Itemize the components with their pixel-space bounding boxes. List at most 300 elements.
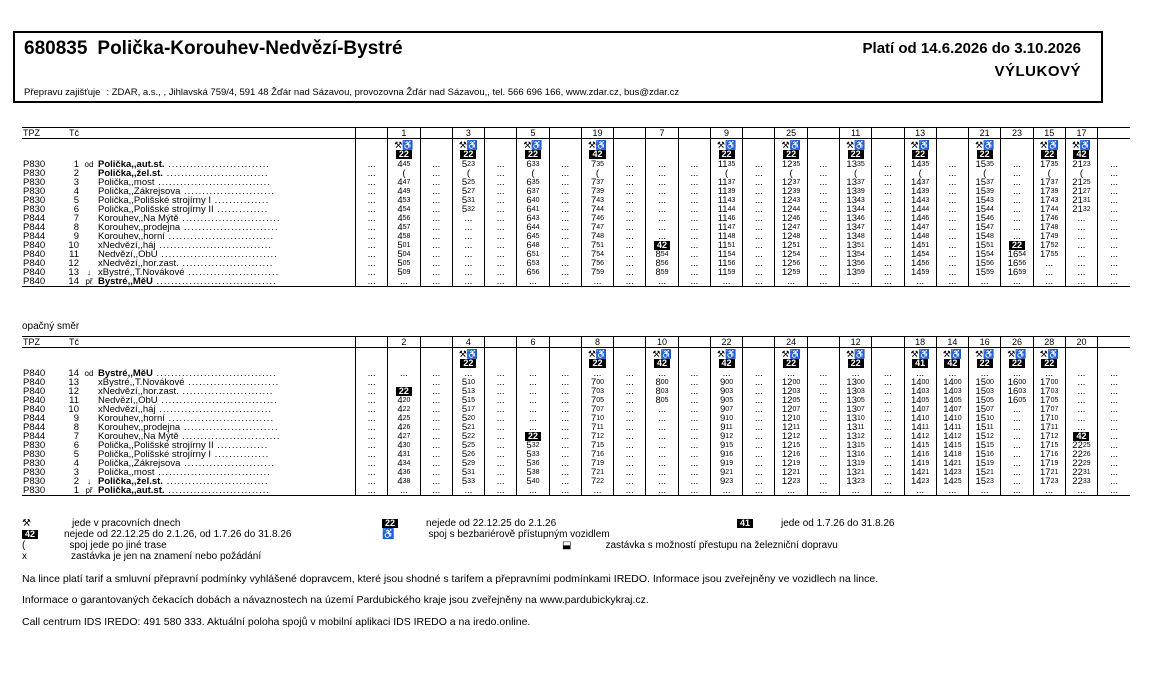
departure-time: ... bbox=[1001, 441, 1033, 450]
departure-time bbox=[1065, 432, 1097, 441]
tpz-code: P840 bbox=[23, 378, 46, 387]
legend-wheelchair: ♿ spoj s bezbariérově přístupným vozidlem bbox=[382, 529, 610, 540]
departure-time: $13^{00}$ bbox=[839, 378, 871, 387]
departure-time: ... bbox=[1033, 369, 1065, 378]
departure-time: $14^{21}$ bbox=[904, 468, 936, 477]
departure-time: $5^{21}$ bbox=[452, 423, 484, 432]
departure-time: ... bbox=[710, 486, 742, 496]
departure-time: ... bbox=[549, 205, 581, 214]
departure-time: ... bbox=[356, 486, 388, 496]
departure-time: ... bbox=[1065, 214, 1097, 223]
departure-time: $12^{43}$ bbox=[775, 196, 807, 205]
departure-time: ... bbox=[1001, 223, 1033, 232]
departure-time: $7^{16}$ bbox=[581, 450, 613, 459]
departure-time: ... bbox=[356, 214, 388, 223]
departure-time: ... bbox=[936, 241, 968, 250]
departure-time: $13^{56}$ bbox=[839, 259, 871, 268]
departure-time: ... bbox=[678, 477, 710, 486]
trip-number bbox=[485, 337, 517, 348]
stop-row: P840 14 od Bystré,,MěÚ ................................. ... ... ... ... ... ... ... ... ... ... ... ... ... ... ... ... ... ... ... ... ... ... ... ... bbox=[22, 369, 1130, 378]
departure-time: ... bbox=[614, 459, 646, 468]
departure-time: $12^{21}$ bbox=[775, 468, 807, 477]
departure-time: ... bbox=[549, 423, 581, 432]
departure-time: ... bbox=[1098, 387, 1130, 396]
departure-time: ... bbox=[549, 277, 581, 287]
trip-number bbox=[678, 337, 710, 348]
departure-time: ... bbox=[646, 450, 678, 459]
departure-time: ... bbox=[646, 432, 678, 441]
workdays-wheelchair-icon: ⚒♿ bbox=[458, 140, 479, 150]
departure-time: $6^{53}$ bbox=[517, 259, 549, 268]
stop-name: Korouhev,,Na Mýtě ........................... bbox=[98, 432, 281, 441]
departure-time: ... bbox=[807, 241, 839, 250]
departure-time: $14^{48}$ bbox=[904, 232, 936, 241]
departure-time: $12^{23}$ bbox=[775, 477, 807, 486]
tpz-code: P840 bbox=[23, 387, 46, 396]
stop-name: xNedvězí,,hor.zast. ......................... bbox=[98, 387, 274, 396]
departure-time: ... bbox=[710, 369, 742, 378]
departure-time: ... bbox=[807, 387, 839, 396]
departure-time: ... bbox=[485, 378, 517, 387]
departure-time: ... bbox=[743, 232, 775, 241]
departure-time: ... bbox=[452, 223, 484, 232]
departure-time: ... bbox=[807, 223, 839, 232]
departure-time: $5^{23}$ bbox=[452, 160, 484, 169]
departure-time: ... bbox=[517, 378, 549, 387]
departure-time: ... bbox=[936, 232, 968, 241]
restriction-badge: 22 bbox=[783, 359, 799, 368]
train-transfer-icon: ⬓ bbox=[562, 540, 572, 551]
departure-time: $5^{10}$ bbox=[452, 378, 484, 387]
badge-41: 41 bbox=[737, 519, 753, 528]
trip-number: 6 bbox=[517, 337, 549, 348]
departure-time: ... bbox=[936, 169, 968, 178]
departure-time: ... bbox=[872, 387, 904, 396]
departure-time: ... bbox=[646, 441, 678, 450]
departure-time: $13^{21}$ bbox=[839, 468, 871, 477]
departure-time: $17^{44}$ bbox=[1033, 205, 1065, 214]
departure-time: $15^{39}$ bbox=[969, 187, 1001, 196]
departure-time: ... bbox=[485, 223, 517, 232]
departure-time: $14^{11}$ bbox=[904, 423, 936, 432]
departure-time: ... bbox=[1001, 477, 1033, 486]
departure-time: $5^{13}$ bbox=[452, 387, 484, 396]
departure-time: $15^{23}$ bbox=[969, 477, 1001, 486]
restriction-badge: 22 bbox=[977, 150, 993, 159]
departure-time: ... bbox=[1065, 396, 1097, 405]
departure-time: ... bbox=[1098, 169, 1130, 178]
carrier-details: : ZDAR, a.s., , Jihlavská 759/4, 591 48 Žďár nad Sázavou, provozovna Žďár nad Sázavou,, tel. 566 696 166, www.zdar.cz, bus@zdar.cz bbox=[106, 87, 680, 98]
departure-time: $14^{39}$ bbox=[904, 187, 936, 196]
departure-time: ... bbox=[420, 468, 452, 477]
departure-time: $21^{25}$ bbox=[1065, 178, 1097, 187]
workdays-wheelchair-icon: ⚒♿ bbox=[845, 140, 866, 150]
departure-time: $4^{20}$ bbox=[388, 396, 420, 405]
departure-time: ... bbox=[872, 187, 904, 196]
departure-time: ... bbox=[743, 414, 775, 423]
departure-time: $6^{33}$ bbox=[517, 160, 549, 169]
departure-time: ... bbox=[743, 441, 775, 450]
restriction-badge: 22 bbox=[525, 150, 541, 159]
stop-name: xNedvězí,,háj ............................... bbox=[98, 241, 273, 250]
workdays-wheelchair-icon: ⚒♿ bbox=[845, 349, 866, 359]
departure-time: ... bbox=[1001, 160, 1033, 169]
tpz-code: P830 bbox=[23, 468, 46, 477]
departure-time: ... bbox=[420, 214, 452, 223]
trip-number bbox=[356, 128, 388, 139]
departure-time: $11^{48}$ bbox=[710, 232, 742, 241]
restriction-badge: 42 bbox=[1073, 150, 1089, 159]
departure-time: $5^{32}$ bbox=[452, 205, 484, 214]
departure-time: ... bbox=[420, 486, 452, 496]
departure-time: ... bbox=[936, 223, 968, 232]
stop-number: 12 bbox=[68, 259, 79, 268]
stop-row bbox=[22, 414, 1130, 423]
departure-time: $6^{35}$ bbox=[517, 178, 549, 187]
opposite-direction-label: opačný směr bbox=[22, 321, 80, 332]
validity-period: Platí od 14.6.2026 do 3.10.2026 bbox=[862, 40, 1081, 57]
departure-time: ... bbox=[743, 387, 775, 396]
departure-time: $5^{15}$ bbox=[452, 396, 484, 405]
departure-time: $14^{44}$ bbox=[904, 205, 936, 214]
departure-time: $7^{07}$ bbox=[581, 405, 613, 414]
departure-time: ( bbox=[839, 169, 871, 178]
stop-name: Korouhev,,horní ............................. bbox=[98, 232, 275, 241]
departure-time: $12^{05}$ bbox=[775, 396, 807, 405]
departure-time: ... bbox=[485, 450, 517, 459]
departure-time: ... bbox=[743, 477, 775, 486]
departure-time: $17^{10}$ bbox=[1033, 414, 1065, 423]
departure-time: ... bbox=[388, 277, 420, 287]
departure-time: ... bbox=[1033, 268, 1065, 277]
departure-time: $14^{54}$ bbox=[904, 250, 936, 259]
stop-number: 4 bbox=[73, 187, 79, 196]
departure-time: ... bbox=[646, 369, 678, 378]
departure-time: ... bbox=[646, 160, 678, 169]
departure-time: ... bbox=[614, 441, 646, 450]
departure-time: $4^{56}$ bbox=[388, 214, 420, 223]
trip-number: 19 bbox=[581, 128, 613, 139]
restriction-badge: 22 bbox=[783, 150, 799, 159]
departure-time: ... bbox=[452, 486, 484, 496]
stop-name: xNedvězí,,hor.zast. ......................... bbox=[98, 259, 274, 268]
departure-time: ... bbox=[614, 387, 646, 396]
tc-header: Tč bbox=[62, 337, 81, 348]
departure-time: $17^{07}$ bbox=[1033, 405, 1065, 414]
trip-number: 1 bbox=[388, 128, 420, 139]
departure-time: ... bbox=[549, 214, 581, 223]
departure-time: $6^{37}$ bbox=[517, 187, 549, 196]
departure-time: ... bbox=[1098, 378, 1130, 387]
departure-time: ... bbox=[807, 396, 839, 405]
stop-number: 14 bbox=[62, 277, 81, 287]
departure-time: $7^{59}$ bbox=[581, 268, 613, 277]
departure-time: ... bbox=[356, 441, 388, 450]
departure-time: ... bbox=[743, 468, 775, 477]
departure-time: $5^{29}$ bbox=[452, 459, 484, 468]
stop-number: 10 bbox=[68, 405, 79, 414]
departure-time bbox=[388, 378, 420, 387]
departure-time: $13^{54}$ bbox=[839, 250, 871, 259]
departure-time: $7^{37}$ bbox=[581, 178, 613, 187]
departure-time: ... bbox=[485, 468, 517, 477]
departure-time: ... bbox=[1001, 169, 1033, 178]
departure-time: ... bbox=[678, 187, 710, 196]
stop-name: Bystré,,MěÚ ................................. bbox=[98, 369, 277, 378]
departure-time: $16^{05}$ bbox=[1001, 396, 1033, 405]
restriction-badge: 22 bbox=[1041, 359, 1057, 368]
stop-row bbox=[22, 250, 1130, 259]
departure-time: ... bbox=[356, 432, 388, 441]
departure-time: $13^{12}$ bbox=[839, 432, 871, 441]
departure-time: ... bbox=[356, 205, 388, 214]
departure-time: ... bbox=[614, 378, 646, 387]
departure-time: $12^{51}$ bbox=[775, 241, 807, 250]
departure-time: $7^{51}$ bbox=[581, 241, 613, 250]
workdays-wheelchair-icon: ⚒♿ bbox=[716, 349, 737, 359]
tpz-code: P830 bbox=[23, 477, 46, 486]
workdays-wheelchair-icon: ⚒♿ bbox=[652, 349, 672, 359]
departure-time: $8^{54}$ bbox=[646, 250, 678, 259]
departure-time: $6^{44}$ bbox=[517, 223, 549, 232]
departure-time: $13^{16}$ bbox=[839, 450, 871, 459]
departure-time: ... bbox=[485, 459, 517, 468]
tpz-code: P830 bbox=[23, 459, 46, 468]
departure-time: $15^{43}$ bbox=[969, 196, 1001, 205]
departure-time: ... bbox=[517, 423, 549, 432]
stop-row bbox=[22, 432, 1130, 441]
departure-time: ... bbox=[614, 178, 646, 187]
workdays-wheelchair-icon: ⚒♿ bbox=[523, 140, 543, 150]
departure-time: $5^{04}$ bbox=[388, 250, 420, 259]
trip-number: 12 bbox=[839, 337, 871, 348]
departure-time: $15^{44}$ bbox=[969, 205, 1001, 214]
departure-time: ... bbox=[356, 396, 388, 405]
departure-time: $16^{56}$ bbox=[1001, 259, 1033, 268]
departure-time: $12^{16}$ bbox=[775, 450, 807, 459]
departure-time: ... bbox=[872, 486, 904, 496]
departure-time: ... bbox=[1001, 232, 1033, 241]
departure-time: ... bbox=[356, 405, 388, 414]
departure-time: ... bbox=[678, 468, 710, 477]
departure-time: ... bbox=[1065, 369, 1097, 378]
trip-number: 2 bbox=[388, 337, 420, 348]
departure-time: ... bbox=[1098, 232, 1130, 241]
departure-time: ... bbox=[549, 187, 581, 196]
departure-time: $9^{00}$ bbox=[710, 378, 742, 387]
departure-time: $9^{15}$ bbox=[710, 441, 742, 450]
departure-time: ... bbox=[356, 187, 388, 196]
trip-number bbox=[356, 337, 388, 348]
departure-time: ... bbox=[549, 486, 581, 496]
departure-time: $11^{46}$ bbox=[710, 214, 742, 223]
departure-time: ... bbox=[356, 241, 388, 250]
departure-time: ... bbox=[743, 259, 775, 268]
stop-name: xBystré,,T.Novákové ......................... bbox=[98, 378, 280, 387]
legend-42: 42 nejede od 22.12.25 do 2.1.26, od 1.7.26 do 31.8.26 bbox=[22, 529, 291, 540]
departure-time: ... bbox=[1001, 214, 1033, 223]
trip-number: 23 bbox=[1001, 128, 1033, 139]
stop-name: Polička,,most ............................... bbox=[98, 178, 271, 187]
departure-time: ... bbox=[614, 196, 646, 205]
departure-time: ... bbox=[646, 459, 678, 468]
departure-time: ... bbox=[420, 232, 452, 241]
departure-time: ... bbox=[646, 178, 678, 187]
departure-time: ... bbox=[936, 268, 968, 277]
departure-time: ... bbox=[1001, 277, 1033, 287]
departure-time: ... bbox=[549, 369, 581, 378]
departure-time: ... bbox=[678, 459, 710, 468]
departure-time: ... bbox=[678, 160, 710, 169]
departure-time: ... bbox=[807, 459, 839, 468]
restriction-badge: 22 bbox=[912, 150, 928, 159]
stop-number: 5 bbox=[73, 450, 79, 459]
departure-time: $15^{54}$ bbox=[969, 250, 1001, 259]
departure-time: ... bbox=[420, 450, 452, 459]
departure-time: ... bbox=[646, 214, 678, 223]
stop-row bbox=[22, 468, 1130, 477]
departure-time: $5^{22}$ bbox=[452, 432, 484, 441]
departure-time: $13^{11}$ bbox=[839, 423, 871, 432]
trip-number: 16 bbox=[969, 337, 1001, 348]
departure-time: $12^{03}$ bbox=[775, 387, 807, 396]
departure-time: ... bbox=[936, 196, 968, 205]
departure-time: ... bbox=[581, 277, 613, 287]
note-waiting-times: Informace o garantovaných čekacích dobách a návaznostech na území Pardubického kraje jsou zveřejněny na www.pardubickykraj.cz. bbox=[22, 594, 649, 606]
departure-time: ... bbox=[807, 423, 839, 432]
departure-time: $14^{15}$ bbox=[936, 441, 968, 450]
departure-time: $7^{11}$ bbox=[581, 423, 613, 432]
restriction-badge: 22 bbox=[525, 432, 541, 441]
departure-time: $15^{37}$ bbox=[969, 178, 1001, 187]
departure-time: $11^{56}$ bbox=[710, 259, 742, 268]
tpz-code: P844 bbox=[23, 232, 46, 241]
departure-time: $12^{46}$ bbox=[775, 214, 807, 223]
departure-time: ... bbox=[839, 486, 871, 496]
departure-time: ... bbox=[936, 250, 968, 259]
departure-time: $9^{11}$ bbox=[710, 423, 742, 432]
departure-time: $14^{37}$ bbox=[904, 178, 936, 187]
departure-time: ... bbox=[969, 486, 1001, 496]
trip-number bbox=[1098, 337, 1130, 348]
departure-time: ... bbox=[452, 232, 484, 241]
departure-time: $4^{53}$ bbox=[388, 196, 420, 205]
departure-time: ... bbox=[485, 432, 517, 441]
trip-number bbox=[485, 128, 517, 139]
departure-time: $15^{15}$ bbox=[969, 441, 1001, 450]
departure-time: ... bbox=[420, 187, 452, 196]
stop-row bbox=[22, 459, 1130, 468]
stop-number: 9 bbox=[73, 232, 79, 241]
stop-row bbox=[22, 241, 1130, 250]
stop-row bbox=[22, 196, 1130, 205]
workdays-wheelchair-icon: ⚒♿ bbox=[716, 140, 737, 150]
workdays-wheelchair-icon: ⚒♿ bbox=[587, 140, 608, 150]
stop-name: Polička,,Polišské strojírny II .............. bbox=[98, 205, 269, 214]
departure-time: $13^{46}$ bbox=[839, 214, 871, 223]
departure-time: $13^{15}$ bbox=[839, 441, 871, 450]
departure-time: ... bbox=[420, 223, 452, 232]
departure-time: $6^{43}$ bbox=[517, 214, 549, 223]
stop-number: 8 bbox=[73, 423, 79, 432]
departure-time: ... bbox=[420, 369, 452, 378]
stop-number: 5 bbox=[73, 196, 79, 205]
departure-time: ... bbox=[646, 187, 678, 196]
departure-time: ... bbox=[420, 169, 452, 178]
departure-time: $15^{35}$ bbox=[969, 160, 1001, 169]
workdays-wheelchair-icon: ⚒♿ bbox=[975, 140, 995, 150]
departure-time: ... bbox=[1001, 187, 1033, 196]
departure-time: $15^{46}$ bbox=[969, 214, 1001, 223]
departure-time: ( bbox=[710, 169, 742, 178]
departure-time: $21^{23}$ bbox=[1065, 160, 1097, 169]
departure-time: $21^{31}$ bbox=[1065, 196, 1097, 205]
restriction-badge: 22 bbox=[1009, 241, 1025, 250]
departure-time: $14^{19}$ bbox=[904, 459, 936, 468]
departure-time: ... bbox=[678, 232, 710, 241]
trip-number: 15 bbox=[1033, 128, 1065, 139]
departure-time: ... bbox=[356, 387, 388, 396]
departure-time: ... bbox=[678, 387, 710, 396]
departure-time: ... bbox=[872, 468, 904, 477]
departure-time: ... bbox=[356, 178, 388, 187]
departure-time: ... bbox=[452, 241, 484, 250]
departure-time: ... bbox=[872, 432, 904, 441]
departure-time: $15^{51}$ bbox=[969, 241, 1001, 250]
departure-time: $7^{46}$ bbox=[581, 214, 613, 223]
departure-time: $12^{59}$ bbox=[775, 268, 807, 277]
stop-row bbox=[22, 205, 1130, 214]
departure-time: $12^{54}$ bbox=[775, 250, 807, 259]
departure-time: $14^{00}$ bbox=[904, 378, 936, 387]
departure-time: ... bbox=[420, 205, 452, 214]
departure-time: ... bbox=[485, 369, 517, 378]
tpz-code: P830 bbox=[23, 450, 46, 459]
departure-time: $9^{21}$ bbox=[710, 468, 742, 477]
stop-row bbox=[22, 169, 1130, 178]
departure-time: $4^{30}$ bbox=[388, 441, 420, 450]
trip-number: 28 bbox=[1033, 337, 1065, 348]
departure-time: $15^{59}$ bbox=[969, 268, 1001, 277]
tpz-code: P830 bbox=[23, 178, 46, 187]
departure-time: $9^{19}$ bbox=[710, 459, 742, 468]
departure-time: ... bbox=[646, 414, 678, 423]
departure-time: $21^{32}$ bbox=[1065, 205, 1097, 214]
departure-time: $7^{03}$ bbox=[581, 387, 613, 396]
departure-time: ... bbox=[1033, 486, 1065, 496]
departure-time: ... bbox=[485, 423, 517, 432]
departure-time: ( bbox=[517, 169, 549, 178]
departure-time: ... bbox=[678, 441, 710, 450]
departure-time: $4^{22}$ bbox=[388, 405, 420, 414]
departure-time: ... bbox=[872, 214, 904, 223]
departure-time: ... bbox=[420, 178, 452, 187]
departure-time: $7^{39}$ bbox=[581, 187, 613, 196]
departure-time: $17^{11}$ bbox=[1033, 423, 1065, 432]
departure-time: ... bbox=[485, 396, 517, 405]
departure-time: $15^{07}$ bbox=[969, 405, 1001, 414]
departure-time: ... bbox=[743, 405, 775, 414]
departure-time: ... bbox=[646, 232, 678, 241]
trip-number: 11 bbox=[839, 128, 871, 139]
departure-time: $17^{52}$ bbox=[1033, 241, 1065, 250]
departure-time: ... bbox=[807, 405, 839, 414]
departure-time: $9^{05}$ bbox=[710, 396, 742, 405]
stop-row bbox=[22, 396, 1130, 405]
departure-time: ... bbox=[1098, 432, 1130, 441]
departure-time: $7^{15}$ bbox=[581, 441, 613, 450]
departure-time: ... bbox=[743, 160, 775, 169]
